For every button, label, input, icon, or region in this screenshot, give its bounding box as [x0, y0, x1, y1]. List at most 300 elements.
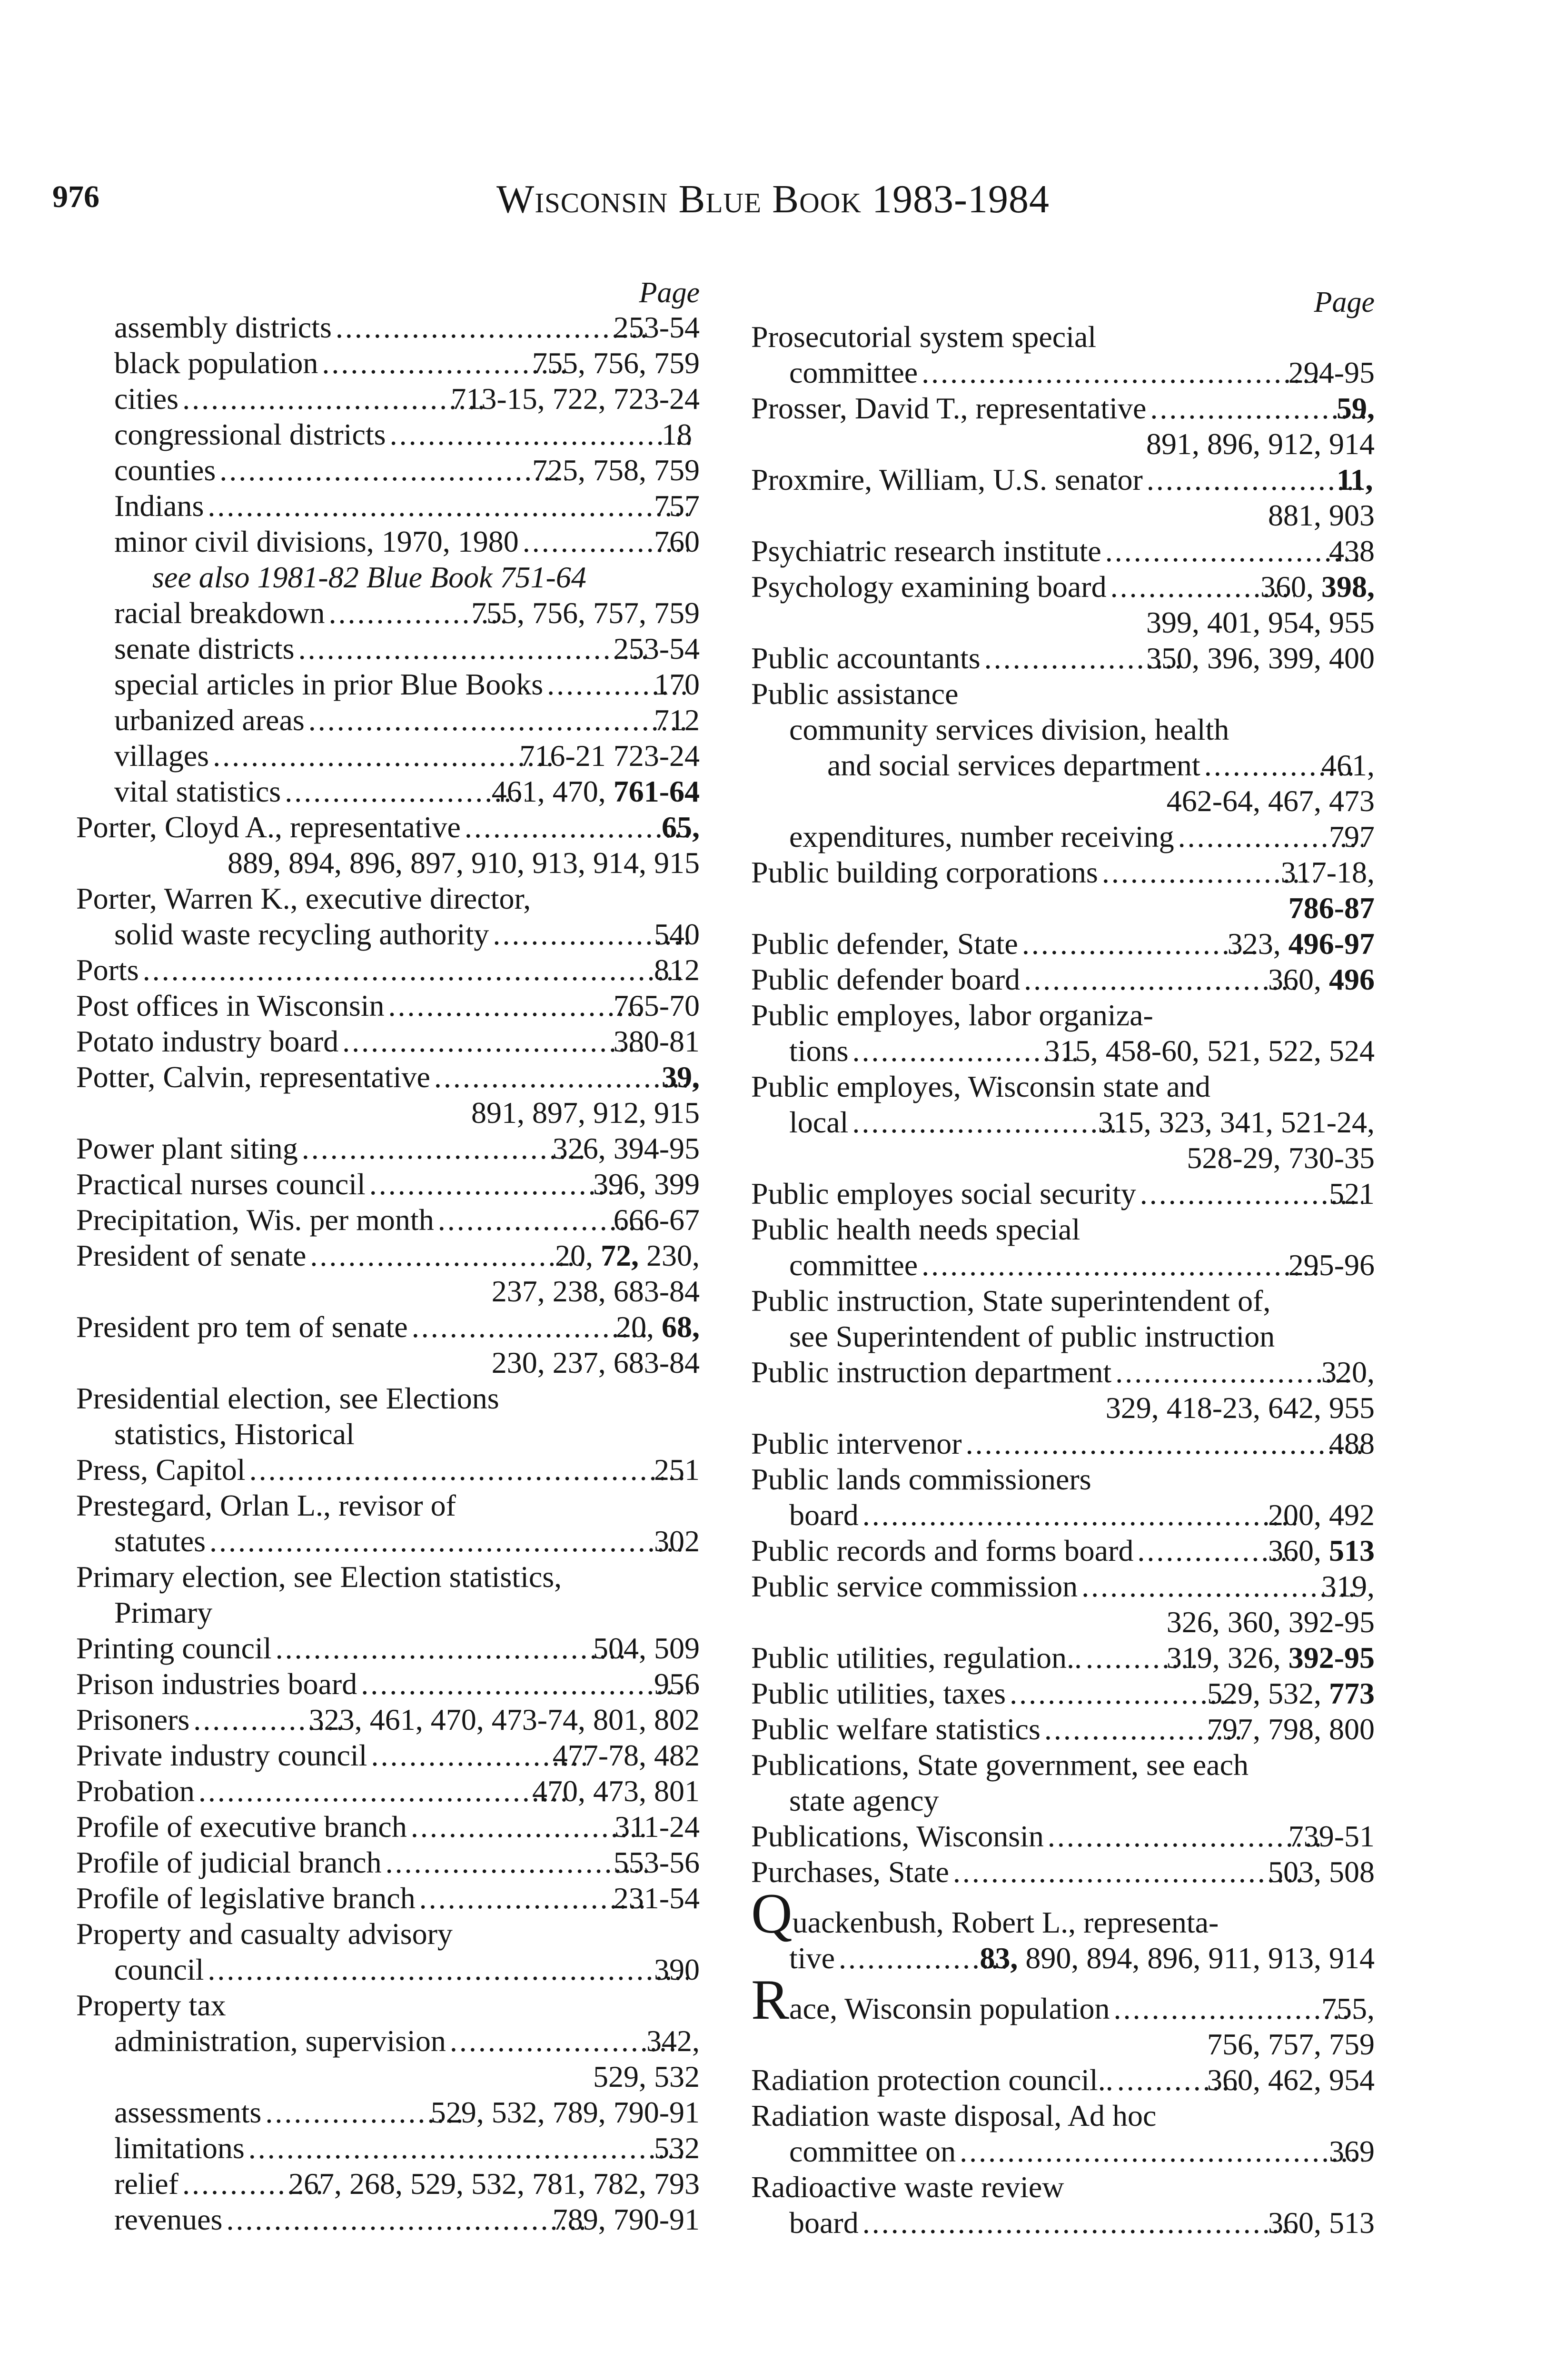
index-entry — [76, 1737, 700, 1773]
entry-pages — [646, 2023, 700, 2059]
page-refs: 360, — [1260, 570, 1314, 604]
entry-text: Public employes, Wisconsin state and — [751, 1070, 1210, 1103]
page-refs: 504, 509 — [593, 1631, 700, 1665]
page-refs: 251 — [654, 1453, 700, 1487]
major-page-ref: 786-87 — [1288, 891, 1375, 925]
entry-label: senate districts — [114, 632, 295, 665]
index-entry — [76, 1595, 700, 1630]
leader-dots — [862, 1497, 1302, 1533]
page-refs: 477-78, 482 — [552, 1738, 700, 1772]
entry-pages — [1098, 1104, 1375, 1140]
index-entry — [751, 390, 1375, 462]
entry-pages — [613, 988, 700, 1023]
index-entry — [751, 1461, 1375, 1497]
entry-pages — [654, 916, 700, 952]
index-entry — [76, 345, 700, 381]
entry-pages — [613, 309, 700, 345]
entry-label: relief — [114, 2167, 178, 2201]
entry-label: Press, Capitol — [76, 1453, 246, 1487]
entry-pages — [552, 1130, 700, 1166]
index-entry — [751, 319, 1375, 355]
entry-pages — [654, 952, 700, 988]
page-refs: 503, 508 — [1268, 1855, 1375, 1889]
index-entry — [76, 738, 700, 774]
entry-pages — [532, 452, 700, 488]
page-refs: 797, 798, 800 — [1207, 1712, 1375, 1746]
index-entry — [76, 1844, 700, 1880]
entry-text: Public assistance — [751, 677, 959, 711]
index-entry — [751, 1104, 1375, 1176]
entry-pages — [430, 2094, 700, 2130]
page-refs: 311-24 — [614, 1810, 700, 1844]
page-refs: 438 — [1329, 534, 1375, 568]
index-entry — [76, 988, 700, 1023]
index-entry — [751, 1783, 1375, 1818]
index-entry — [751, 819, 1375, 854]
leader-dots — [209, 1523, 688, 1559]
page-refs: 369 — [1329, 2134, 1375, 2168]
entry-pages — [654, 1952, 700, 1987]
leader-dots — [249, 1452, 688, 1488]
page-refs: 529, 532, 789, 790-91 — [430, 2095, 700, 2129]
entry-label: Profile of judicial branch — [76, 1845, 382, 1879]
index-entry — [76, 1952, 700, 1987]
index-entry — [76, 2166, 700, 2202]
page-refs-continued: 891, 896, 912, 914 — [1146, 427, 1375, 461]
page-refs: 267, 268, 529, 532, 781, 782, 793 — [288, 2167, 700, 2201]
entry-label: Public employes social security — [751, 1177, 1136, 1210]
index-entry — [76, 2023, 700, 2094]
entry-label: racial breakdown — [114, 596, 325, 630]
entry-text: Prosecutorial system special — [751, 320, 1097, 354]
index-entry — [76, 952, 700, 988]
entry-pages — [593, 1630, 700, 1666]
major-page-ref: 65, — [662, 810, 700, 844]
index-entry — [76, 1416, 700, 1452]
page-refs: 350, 396, 399, 400 — [1146, 641, 1375, 675]
page-refs: 18 — [662, 417, 692, 451]
entry-label: Public utilities, regulation.. — [751, 1641, 1082, 1675]
entry-pages — [613, 1880, 700, 1916]
major-page-ref: 761-64 — [613, 774, 700, 808]
entry-label: Private industry council — [76, 1738, 367, 1772]
page-refs: 755, 756, 759 — [532, 346, 700, 380]
index-entry — [751, 2133, 1375, 2169]
index-entry — [751, 1176, 1375, 1211]
page-refs: 529, 532, — [1207, 1676, 1321, 1710]
leader-dots — [322, 345, 566, 381]
entry-label: committee — [789, 356, 918, 389]
entry-pages — [1329, 819, 1375, 854]
leader-dots — [1081, 1568, 1356, 1604]
page-refs: 540 — [654, 917, 700, 951]
entry-label: Potter, Calvin, representative — [76, 1060, 430, 1094]
index-entry — [76, 416, 700, 452]
index-entry — [751, 1640, 1375, 1676]
index-entry — [76, 1059, 700, 1130]
index-entry — [751, 712, 1375, 747]
page-refs: 760 — [654, 525, 700, 558]
entry-label: Ports — [76, 953, 139, 987]
page-refs: 360, 462, 954 — [1207, 2063, 1375, 2097]
index-entry — [76, 488, 700, 524]
leader-dots — [308, 702, 688, 738]
entry-label: and social services department — [827, 748, 1200, 782]
index-entry — [76, 595, 700, 631]
index-entry — [76, 881, 700, 916]
index-entry — [76, 1488, 700, 1523]
major-page-ref: 68, — [662, 1310, 700, 1344]
index-entry — [751, 2062, 1375, 2098]
page-refs: 302 — [654, 1524, 700, 1558]
page-refs: 461, 470, — [491, 774, 606, 808]
page-column-heading: Page — [639, 277, 700, 309]
page-refs: 360, 513 — [1268, 2206, 1375, 2240]
index-entry — [76, 1130, 700, 1166]
entry-pages — [1329, 2133, 1375, 2169]
page-refs: 765-70 — [613, 989, 700, 1022]
major-page-ref: 496 — [1329, 962, 1375, 996]
entry-label: Indians — [114, 489, 204, 523]
entry-pages — [532, 1773, 700, 1809]
entry-pages — [1227, 926, 1375, 962]
leader-dots — [310, 1238, 589, 1273]
page-refs: 797 — [1329, 820, 1375, 853]
leader-dots — [1010, 1676, 1241, 1711]
page-refs-continued: 889, 894, 896, 897, 910, 913, 914, 915 — [228, 846, 700, 880]
entry-label: revenues — [114, 2202, 223, 2236]
leader-dots — [182, 381, 485, 416]
entry-pages — [1321, 747, 1375, 783]
index-entry — [76, 1666, 700, 1702]
entry-label: statutes — [114, 1524, 206, 1558]
entry-pages — [613, 1844, 700, 1880]
entry-pages — [555, 1238, 700, 1273]
page-refs: 230, — [646, 1239, 700, 1272]
major-page-ref: 59, — [1337, 391, 1375, 425]
page-refs-continued: 528-29, 730-35 — [1187, 1141, 1375, 1175]
drop-initial: R — [751, 1968, 790, 2031]
page-refs: 253-54 — [613, 310, 700, 344]
index-entry — [76, 774, 700, 809]
entry-label: Public defender board — [751, 962, 1021, 996]
page-refs: 20, — [616, 1310, 654, 1344]
index-entry — [751, 1533, 1375, 1568]
leader-dots — [411, 1809, 649, 1844]
entry-text: Property and casualty advisory — [76, 1917, 453, 1951]
index-entry — [751, 1247, 1375, 1283]
entry-pages — [654, 666, 700, 702]
entry-pages — [1329, 1176, 1375, 1211]
entry-pages — [1321, 1991, 1375, 2026]
entry-pages — [1268, 2205, 1375, 2241]
leader-dots — [208, 488, 688, 524]
entry-pages — [1146, 640, 1375, 676]
index-entry — [76, 1809, 700, 1844]
page-refs: 553-56 — [613, 1845, 700, 1879]
entry-pages — [1207, 1711, 1375, 1747]
page-refs: 170 — [654, 667, 700, 701]
entry-pages — [613, 1023, 700, 1059]
entry-label: villages — [114, 739, 209, 773]
index-entry — [76, 666, 700, 702]
leader-dots — [953, 1854, 1302, 1890]
entry-label: Potato industry board — [76, 1024, 339, 1058]
entry-label: Public utilities, taxes — [751, 1676, 1006, 1710]
entry-pages — [1288, 355, 1375, 390]
leader-dots — [143, 952, 688, 988]
entry-pages — [654, 1452, 700, 1488]
entry-pages — [654, 1523, 700, 1559]
entry-label: special articles in prior Blue Books — [114, 667, 544, 701]
major-page-ref: 392-95 — [1288, 1641, 1375, 1675]
page-number: 976 — [52, 179, 99, 214]
index-entry — [76, 1773, 700, 1809]
page-refs: 812 — [654, 953, 700, 987]
entry-pages — [552, 2202, 700, 2237]
entry-pages — [654, 1666, 700, 1702]
index-entry — [76, 631, 700, 666]
page-refs: 956 — [654, 1667, 700, 1701]
entry-label: Public accountants — [751, 641, 981, 675]
entry-label: board — [789, 1498, 859, 1532]
index-entry — [751, 1426, 1375, 1461]
leader-dots — [922, 355, 1323, 390]
entry-pages — [1329, 533, 1375, 569]
index-entry — [76, 1023, 700, 1059]
running-title: Wisconsin Blue Book 1983-1984 — [496, 177, 1050, 221]
entry-pages — [1268, 1497, 1375, 1533]
page-refs: 319, 326, — [1166, 1641, 1281, 1675]
entry-label: Public instruction department — [751, 1355, 1112, 1389]
entry-label: Printing council — [76, 1631, 272, 1665]
index-entry — [751, 962, 1375, 997]
entry-text: Primary — [114, 1596, 213, 1629]
entry-label: Public defender, State — [751, 927, 1018, 961]
page-refs: 396, 399 — [593, 1167, 700, 1201]
page-refs: 342, — [646, 2024, 700, 2058]
entry-label: tions — [789, 1034, 849, 1068]
index-entry — [751, 676, 1375, 712]
page-refs: 317-18, — [1280, 855, 1375, 889]
entry-label: Probation — [76, 1774, 195, 1808]
page-refs: 323, — [1227, 927, 1281, 961]
major-page-ref: 773 — [1329, 1676, 1375, 1710]
index-entry — [76, 809, 700, 881]
index-entry — [76, 559, 700, 595]
entry-text: Primary election, see Election statistics, — [76, 1560, 562, 1594]
entry-label: Precipitation, Wis. per month — [76, 1203, 434, 1237]
index-entry — [751, 1940, 1375, 1976]
entry-text: see Superintendent of public instruction — [789, 1319, 1275, 1353]
index-entry — [76, 1452, 700, 1488]
page-refs-continued: 399, 401, 954, 955 — [1146, 605, 1375, 639]
entry-pages — [593, 1166, 700, 1202]
entry-pages — [451, 381, 700, 416]
entry-label: President of senate — [76, 1239, 307, 1272]
index-entry — [751, 1069, 1375, 1104]
entry-pages — [613, 1202, 700, 1238]
entry-label: minor civil divisions, 1970, 1980 — [114, 525, 519, 558]
index-entry — [751, 1818, 1375, 1854]
index-entry — [751, 1354, 1375, 1426]
entry-pages — [1321, 1568, 1375, 1604]
entry-pages — [654, 702, 700, 738]
entry-text: state agency — [789, 1784, 939, 1817]
index-entry — [76, 309, 700, 345]
drop-initial: Q — [751, 1882, 793, 1945]
index-column-left — [76, 276, 700, 2237]
leader-dots — [1115, 1354, 1356, 1390]
page-refs: 360, — [1268, 1534, 1321, 1567]
entry-label: committee on — [789, 2134, 956, 2168]
index-entry — [751, 1319, 1375, 1354]
index-entry — [76, 1202, 700, 1238]
index-entry — [751, 1882, 1375, 1945]
entry-pages — [654, 488, 700, 524]
page-refs-continued: 891, 897, 912, 915 — [471, 1096, 700, 1130]
page-refs: 757 — [654, 489, 700, 523]
leader-dots — [1113, 1991, 1356, 2026]
page-refs: 315, 323, 341, 521-24, — [1098, 1105, 1375, 1139]
leader-dots — [390, 416, 696, 452]
index-entry — [751, 1711, 1375, 1747]
entry-pages — [1268, 1533, 1375, 1568]
index-entry — [76, 381, 700, 416]
index-entry — [751, 1968, 1375, 2062]
entry-label: Psychiatric research institute — [751, 534, 1101, 568]
entry-pages — [1288, 1818, 1375, 1854]
page-refs-continued: 462-64, 467, 473 — [1166, 784, 1375, 818]
entry-label: Race, Wisconsin population — [751, 1968, 1110, 2031]
index-entry — [751, 2098, 1375, 2133]
index-entry — [76, 2130, 700, 2166]
page-refs: 666-67 — [613, 1203, 700, 1237]
index-entry — [751, 462, 1375, 533]
index-entry — [751, 355, 1375, 390]
page-refs: 712 — [654, 703, 700, 737]
entry-label: Public service commission — [751, 1569, 1078, 1603]
index-entry — [751, 533, 1375, 569]
entry-pages — [1321, 1354, 1375, 1390]
page-refs: 470, 473, 801 — [532, 1774, 700, 1808]
page-refs: 755, 756, 757, 759 — [471, 596, 700, 630]
entry-label: urbanized areas — [114, 703, 305, 737]
leader-dots — [208, 1952, 688, 1987]
leader-dots — [302, 1130, 587, 1166]
index-entry — [76, 1238, 700, 1309]
entry-text: Radioactive waste review — [751, 2170, 1064, 2204]
page-refs: 890, 894, 896, 911, 913, 914 — [1025, 1941, 1375, 1975]
entry-label: committee — [789, 1248, 918, 1282]
page-refs: 521 — [1329, 1177, 1375, 1210]
major-page-ref: 398, — [1321, 570, 1375, 604]
entry-label: black population — [114, 346, 318, 380]
entry-text: Quackenbush, Robert L., representa- — [751, 1882, 1219, 1945]
page-refs: 320, — [1321, 1355, 1375, 1389]
leader-dots — [1048, 1818, 1323, 1854]
entry-text: Porter, Warren K., executive director, — [76, 882, 531, 915]
leader-dots — [386, 1844, 648, 1880]
leader-dots — [285, 774, 526, 809]
index-entry — [751, 569, 1375, 640]
index-entry — [751, 926, 1375, 962]
page-refs: 713-15, 722, 723-24 — [451, 382, 700, 416]
index-entry — [751, 1033, 1375, 1069]
major-page-ref: 72, — [601, 1239, 639, 1272]
entry-label: Public building corporations — [751, 855, 1098, 889]
leader-dots — [213, 738, 554, 774]
page-refs-continued: 230, 237, 683-84 — [491, 1346, 700, 1379]
entry-text: Public instruction, State superintendent of, — [751, 1284, 1271, 1318]
leader-dots — [298, 631, 648, 666]
entry-text: Publications, State government, see each — [751, 1748, 1249, 1782]
entry-pages — [1288, 1247, 1375, 1283]
leader-dots — [1022, 926, 1262, 962]
entry-text: Public employes, labor organiza- — [751, 998, 1153, 1032]
entry-pages — [308, 1702, 700, 1737]
entry-pages — [1268, 962, 1375, 997]
leader-dots — [361, 1666, 688, 1702]
entry-text: see also 1981-82 Blue Book 751-64 — [152, 560, 586, 594]
leader-dots — [226, 2202, 586, 2237]
entry-label: assembly districts — [114, 310, 332, 344]
page-refs: 253-54 — [613, 632, 700, 665]
entry-text: Prestegard, Orlan L., revisor of — [76, 1488, 456, 1522]
leader-dots — [336, 309, 648, 345]
index-entry — [76, 1523, 700, 1559]
entry-label: Profile of executive branch — [76, 1810, 407, 1844]
page-refs-continued: 529, 532 — [593, 2060, 700, 2093]
index-entry — [751, 2205, 1375, 2241]
entry-pages — [491, 774, 700, 809]
entry-label: counties — [114, 453, 216, 487]
leader-dots — [219, 452, 566, 488]
entry-label: board — [789, 2206, 859, 2240]
index-entry — [751, 1568, 1375, 1640]
entry-text: statistics, Historical — [114, 1417, 355, 1451]
leader-dots — [388, 988, 648, 1023]
page-column-heading: Page — [1314, 286, 1375, 318]
leader-dots — [434, 1059, 696, 1095]
entry-label: Prosser, David T., representative — [751, 391, 1147, 425]
entry-label: expenditures, number receiving — [789, 820, 1174, 853]
index-entry — [751, 640, 1375, 676]
leader-dots — [966, 1426, 1363, 1461]
leader-dots — [342, 1023, 648, 1059]
page-refs: 390 — [654, 1953, 700, 1986]
entry-label: tive — [789, 1941, 835, 1975]
index-entry — [76, 524, 700, 559]
index-entry — [76, 1630, 700, 1666]
page-refs-continued: 329, 418-23, 642, 955 — [1105, 1391, 1375, 1425]
page-refs-continued: 237, 238, 683-84 — [491, 1274, 700, 1308]
entry-pages — [1044, 1033, 1375, 1069]
major-page-ref: 83, — [980, 1941, 1018, 1975]
entry-label: Public records and forms board — [751, 1534, 1134, 1567]
entry-label: Purchases, State — [751, 1855, 949, 1889]
major-page-ref: 513 — [1329, 1534, 1375, 1567]
entry-pages — [614, 1809, 700, 1844]
entry-text: community services division, health — [789, 713, 1229, 746]
major-page-ref: 496-97 — [1288, 927, 1375, 961]
entry-label: Power plant siting — [76, 1131, 298, 1165]
entry-label: council — [114, 1953, 204, 1986]
entry-text: Public health needs special — [751, 1212, 1080, 1246]
index-entry — [751, 1676, 1375, 1711]
entry-label: cities — [114, 382, 179, 416]
entry-pages — [1268, 1854, 1375, 1890]
